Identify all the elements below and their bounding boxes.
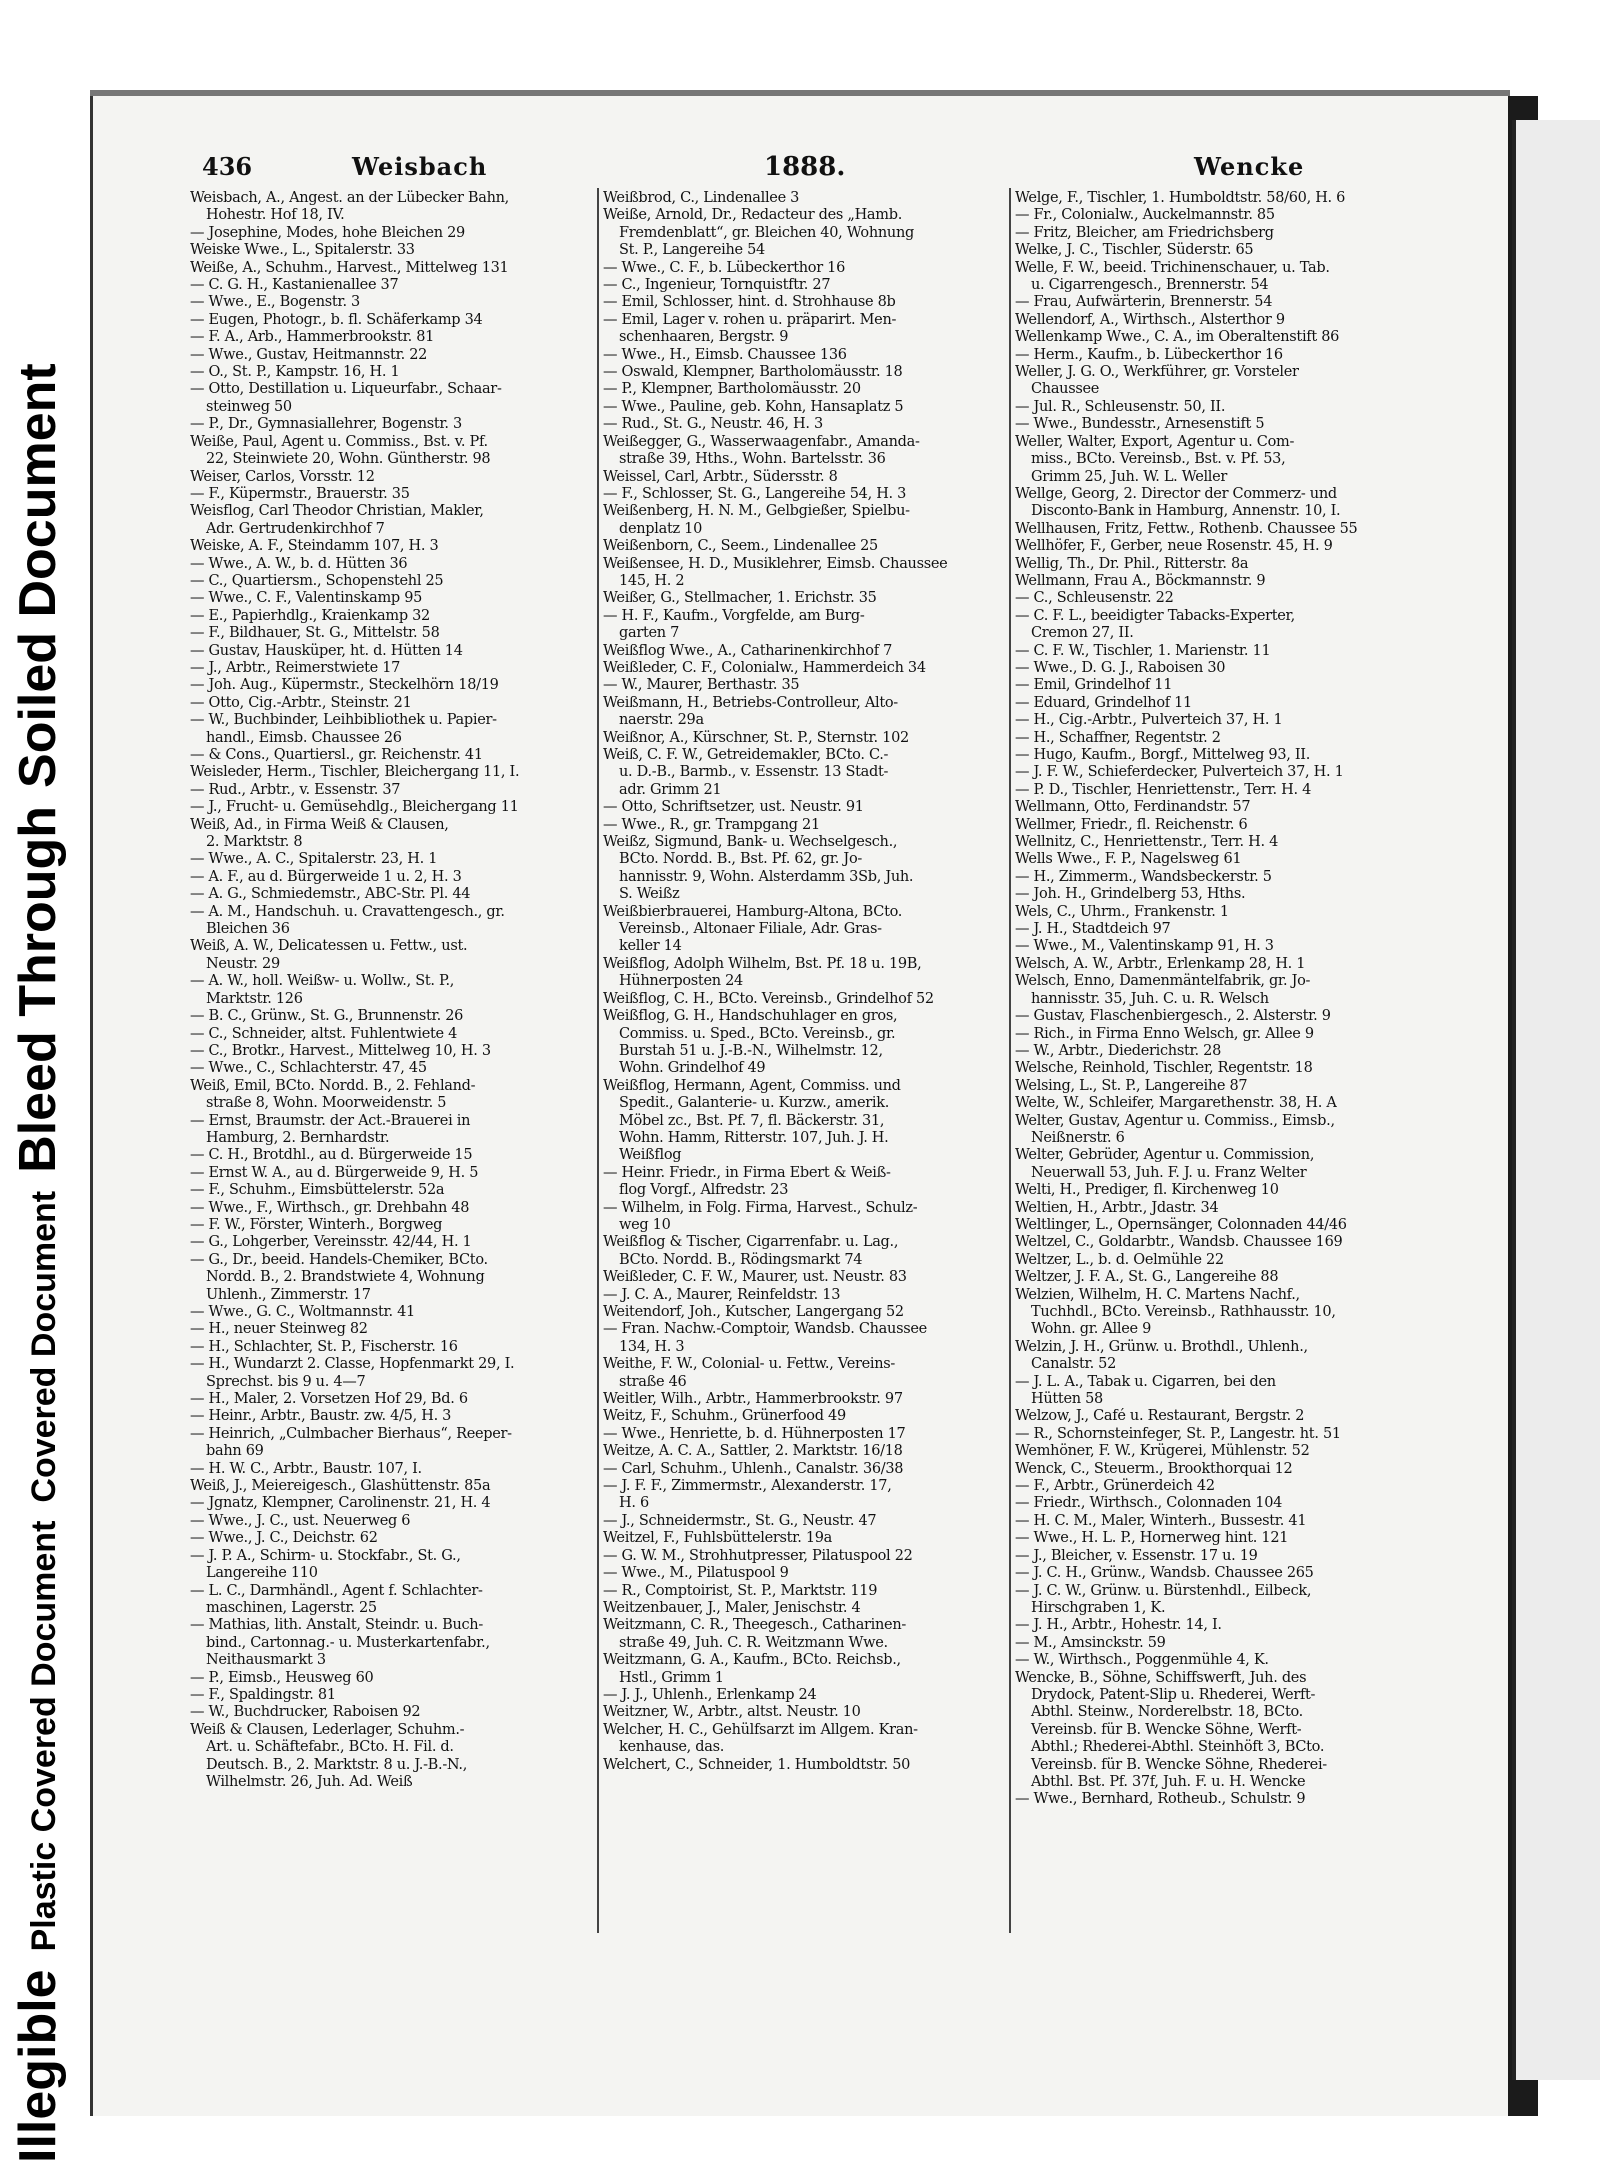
directory-entry-line: — Otto, Destillation u. Liqueurfabr., Schaar- xyxy=(190,381,502,398)
directory-entry-line: — Wwe., C., Schlachterstr. 47, 45 xyxy=(190,1060,427,1077)
directory-entry-line: Welcher, H. C., Gehülfsarzt im Allgem. Kran- xyxy=(603,1721,918,1738)
directory-entry-line: — Wwe., H., Eimsb. Chaussee 136 xyxy=(603,346,847,363)
directory-entry-line: Cremon 27, II. xyxy=(1031,625,1134,642)
directory-entry-line: — C. G. H., Kastanienallee 37 xyxy=(190,277,399,294)
directory-entry-line: 22, Steinwiete 20, Wohn. Güntherstr. 98 xyxy=(206,451,491,468)
directory-entry-line: — C., Ingenieur, Tornquistftr. 27 xyxy=(603,277,831,294)
directory-entry-line: — Wwe., Pauline, geb. Kohn, Hansaplatz 5 xyxy=(603,398,904,415)
directory-entry-line: — H., Wundarzt 2. Classe, Hopfenmarkt 29, I. xyxy=(190,1356,515,1373)
directory-entry-line: Welti, H., Prediger, fl. Kirchenweg 10 xyxy=(1015,1182,1279,1199)
directory-entry-line: Neißnerstr. 6 xyxy=(1031,1129,1125,1146)
directory-entry-line: — P., Eimsb., Heusweg 60 xyxy=(190,1669,374,1686)
directory-entry-line: BCto. Nordd. B., Bst. Pf. 62, gr. Jo- xyxy=(619,851,862,868)
directory-entry-line: Weltzer, J. F. A., St. G., Langereihe 88 xyxy=(1015,1269,1279,1286)
directory-entry-line: — Rud., St. G., Neustr. 46, H. 3 xyxy=(603,416,823,433)
directory-entry-line: — F., Schlosser, St. G., Langereihe 54, H. 3 xyxy=(603,485,907,502)
directory-entry-line: Uhlenh., Zimmerstr. 17 xyxy=(206,1286,371,1303)
directory-entry-line: Wellmann, Frau A., Böckmannstr. 9 xyxy=(1015,572,1266,589)
directory-entry-line: — H., Zimmerm., Wandsbeckerstr. 5 xyxy=(1015,868,1272,885)
directory-entry-line: Abthl. Bst. Pf. 37f, Juh. F. u. H. Wencke xyxy=(1031,1773,1306,1790)
stamp-soiled-document: Soiled Document xyxy=(9,363,67,788)
directory-entry-line: Drydock, Patent-Slip u. Rhederei, Werft- xyxy=(1031,1686,1316,1703)
directory-entry-line: — G., Dr., beeid. Handels-Chemiker, BCto. xyxy=(190,1251,488,1268)
directory-entry-line: Welge, F., Tischler, 1. Humboldtstr. 58/60, H. 6 xyxy=(1015,190,1346,206)
directory-entry-line: schenhaaren, Bergstr. 9 xyxy=(619,329,789,346)
directory-entry-line: — H. F., Kaufm., Vorgfelde, am Burg- xyxy=(603,607,865,624)
directory-entry-line: — Friedr., Wirthsch., Colonnaden 104 xyxy=(1015,1495,1283,1512)
directory-entry-line: — Heinrich, „Culmbacher Bierhaus“, Reeper- xyxy=(190,1425,512,1442)
directory-entry-line: 134, H. 3 xyxy=(619,1338,685,1355)
directory-entry-line: weg 10 xyxy=(619,1216,671,1233)
directory-entry-line: — Wwe., C. F., b. Lübeckerthor 16 xyxy=(603,259,845,276)
directory-entry-line: Weißbrod, C., Lindenallee 3 xyxy=(603,190,800,206)
directory-entry-line: Welte, W., Schleifer, Margarethenstr. 38, H. A xyxy=(1015,1095,1337,1112)
directory-entry-line: — Heinr. Friedr., in Firma Ebert & Weiß- xyxy=(603,1164,891,1181)
directory-entry-line: — A. G., Schmiedemstr., ABC-Str. Pl. 44 xyxy=(190,886,471,903)
directory-entry-line: Weiß, Ad., in Firma Weiß & Clausen, xyxy=(190,816,449,833)
directory-entry-line: — Mathias, lith. Anstalt, Steindr. u. Buch- xyxy=(190,1617,483,1634)
directory-entry-line: Weitzmann, G. A., Kaufm., BCto. Reichsb., xyxy=(603,1652,901,1669)
directory-entry-line: Welsche, Reinhold, Tischler, Regentstr. 18 xyxy=(1015,1060,1313,1077)
directory-entry-line: Weitzenbauer, J., Maler, Jenischstr. 4 xyxy=(603,1599,861,1616)
directory-entry-line: Weitler, Wilh., Arbtr., Hammerbrookstr. 97 xyxy=(603,1391,903,1408)
stamp-covered-document: Covered Document xyxy=(25,1190,63,1503)
directory-entry-line: — Fritz, Bleicher, am Friedrichsberg xyxy=(1015,224,1274,241)
directory-entry-line: — F. A., Arb., Hammerbrookstr. 81 xyxy=(190,329,435,346)
directory-entry-line: Wellenkamp Wwe., C. A., im Oberaltenstift 86 xyxy=(1015,329,1340,346)
directory-entry-line: — O., St. P., Kampstr. 16, H. 1 xyxy=(190,364,400,381)
directory-entry-line: Weller, J. G. O., Werkführer, gr. Vorsteler xyxy=(1015,364,1299,381)
directory-entry-line: S. Weißz xyxy=(619,886,680,903)
directory-entry-line: — W., Arbtr., Diederichstr. 28 xyxy=(1015,1042,1221,1059)
directory-entry-line: Sprechst. bis 9 u. 4—7 xyxy=(206,1373,366,1390)
directory-entry-line: Grimm 25, Juh. W. L. Weller xyxy=(1031,468,1228,485)
directory-entry-line: Wohn. Hamm, Ritterstr. 107, Juh. J. H. xyxy=(619,1129,889,1146)
directory-entry-line: Wellendorf, A., Wirthsch., Alsterthor 9 xyxy=(1015,311,1285,328)
directory-entry-line: straße 39, Hths., Wohn. Bartelsstr. 36 xyxy=(619,451,886,468)
directory-entry-line: Weiße, Arnold, Dr., Redacteur des „Hamb. xyxy=(603,207,903,224)
directory-entry-line: Weiße, Paul, Agent u. Commiss., Bst. v. Pf. xyxy=(190,433,488,450)
directory-entry-line: — C. F. L., beeidigter Tabacks-Experter, xyxy=(1015,607,1295,624)
directory-entry-line: Weitzmann, C. R., Theegesch., Catharinen- xyxy=(603,1617,906,1634)
directory-entry-line: — C. F. W., Tischler, 1. Marienstr. 11 xyxy=(1015,642,1271,659)
directory-entry-line: — J., Schneidermstr., St. G., Neustr. 47 xyxy=(603,1512,877,1529)
directory-entry-line: naerstr. 29a xyxy=(619,712,704,729)
directory-entry-line: Wohn. Grindelhof 49 xyxy=(619,1060,766,1077)
directory-entry-line: — F. W., Förster, Winterh., Borgweg xyxy=(190,1216,443,1233)
directory-entry-line: — Ernst, Braumstr. der Act.-Brauerei in xyxy=(190,1112,471,1129)
directory-entry-line: St. P., Langereihe 54 xyxy=(619,242,765,259)
directory-entry-line: flog Vorgf., Alfredstr. 23 xyxy=(619,1182,789,1199)
directory-entry-line: Vereinsb. für B. Wencke Söhne, Werft- xyxy=(1031,1721,1302,1738)
directory-entry-line: — Herm., Kaufm., b. Lübeckerthor 16 xyxy=(1015,346,1283,363)
directory-entry-line: — J. H., Stadtdeich 97 xyxy=(1015,921,1171,938)
directory-entry-line: Möbel zc., Bst. Pf. 7, fl. Bäckerstr. 31, xyxy=(619,1112,885,1129)
directory-entry-line: — P., Dr., Gymnasiallehrer, Bogenstr. 3 xyxy=(190,416,462,433)
directory-entry-line: — H. C. M., Maler, Winterh., Bussestr. 41 xyxy=(1015,1512,1307,1529)
directory-entry-line: — Oswald, Klempner, Bartholomäusstr. 18 xyxy=(603,364,903,381)
directory-entry-line: Art. u. Schäftefabr., BCto. H. Fil. d. xyxy=(206,1739,454,1756)
directory-entry-line: Weltzel, C., Goldarbtr., Wandsb. Chaussee 169 xyxy=(1015,1234,1343,1251)
directory-entry-line: — Rich., in Firma Enno Welsch, gr. Allee 9 xyxy=(1015,1025,1314,1042)
directory-entry-line: Langereihe 110 xyxy=(206,1565,318,1582)
directory-column-3 xyxy=(1015,190,1433,1809)
directory-entry-line: — Joh. Aug., Küpermstr., Steckelhörn 18/19 xyxy=(190,677,499,694)
directory-entry-line: — R., Schornsteinfeger, St. P., Langestr. ht. 51 xyxy=(1015,1425,1341,1442)
directory-entry-line: Spedit., Galanterie- u. Kurzw., amerik. xyxy=(619,1095,890,1112)
directory-entry-line: — Frau, Aufwärterin, Brennerstr. 54 xyxy=(1015,294,1273,311)
directory-entry-line: — F., Schuhm., Eimsbüttelerstr. 52a xyxy=(190,1182,445,1199)
directory-entry-line: — Otto, Schriftsetzer, ust. Neustr. 91 xyxy=(603,799,864,816)
directory-entry-line: — C., Quartiersm., Schopenstehl 25 xyxy=(190,572,444,589)
directory-entry-line: — Wwe., M., Valentinskamp 91, H. 3 xyxy=(1015,938,1274,955)
directory-entry-line: straße 49, Juh. C. R. Weitzmann Wwe. xyxy=(619,1634,888,1651)
directory-entry-line: — G. W. M., Strohhutpresser, Pilatuspool 22 xyxy=(603,1547,913,1564)
directory-entry-line: 2. Marktstr. 8 xyxy=(206,834,303,851)
directory-entry-line: — W., Wirthsch., Poggenmühle 4, K. xyxy=(1015,1652,1269,1669)
directory-entry-line: Weißmann, H., Betriebs-Controlleur, Alto- xyxy=(603,694,898,711)
adjacent-page-edge xyxy=(1512,120,1600,2080)
directory-entry-line: Disconto-Bank in Hamburg, Annenstr. 10, I. xyxy=(1031,503,1341,520)
directory-entry-line: — Wwe., A. W., b. d. Hütten 36 xyxy=(190,555,408,572)
directory-entry-line: — Wwe., M., Pilatuspool 9 xyxy=(603,1565,789,1582)
directory-entry-line: Weller, Walter, Export, Agentur u. Com- xyxy=(1015,433,1295,450)
directory-entry-line: — Josephine, Modes, hohe Bleichen 29 xyxy=(190,224,465,241)
directory-entry-line: — C. H., Brotdhl., au d. Bürgerweide 15 xyxy=(190,1147,473,1164)
directory-entry-line: Weitzel, F., Fuhlsbüttelerstr. 19a xyxy=(603,1530,833,1547)
directory-entry-line: Weißleder, C. F. W., Maurer, ust. Neustr. 83 xyxy=(603,1269,907,1286)
directory-entry-line: Welke, J. C., Tischler, Süderstr. 65 xyxy=(1015,242,1254,259)
directory-entry-line: Wenck, C., Steuerm., Brookthorquai 12 xyxy=(1015,1460,1293,1477)
directory-entry-line: Weitzner, W., Arbtr., altst. Neustr. 10 xyxy=(603,1704,861,1721)
directory-entry-line: BCto. Nordd. B., Rödingsmarkt 74 xyxy=(619,1251,863,1268)
directory-entry-line: Neithausmarkt 3 xyxy=(206,1652,326,1669)
directory-entry-line: handl., Eimsb. Chaussee 26 xyxy=(206,729,402,746)
directory-entry-line: — Carl, Schuhm., Uhlenh., Canalstr. 36/38 xyxy=(603,1460,904,1477)
directory-entry-line: — A. M., Handschuh. u. Cravattengesch., gr. xyxy=(190,903,505,920)
directory-entry-line: Vereinsb. für B. Wencke Söhne, Rhederei- xyxy=(1031,1756,1327,1773)
directory-entry-line: Bleichen 36 xyxy=(206,921,290,938)
directory-entry-line: Vereinsb., Altonaer Filiale, Adr. Gras- xyxy=(619,921,882,938)
directory-entry-line: — Wwe., Bundesstr., Arnesenstift 5 xyxy=(1015,416,1265,433)
directory-entry-line: Weißflog, C. H., BCto. Vereinsb., Grindelhof 52 xyxy=(603,990,934,1007)
directory-entry-line: — Eduard, Grindelhof 11 xyxy=(1015,694,1192,711)
directory-entry-line: Weiß & Clausen, Lederlager, Schuhm.- xyxy=(190,1721,465,1738)
directory-entry-line: Weißensee, H. D., Musiklehrer, Eimsb. Chaussee xyxy=(603,555,948,572)
directory-entry-line: Welle, F. W., beeid. Trichinenschauer, u. Tab. xyxy=(1015,259,1330,276)
directory-entry-line: — Wwe., J. C., Deichstr. 62 xyxy=(190,1530,378,1547)
directory-column-1 xyxy=(190,190,608,1791)
directory-entry-line: Weißflog & Tischer, Cigarrenfabr. u. Lag., xyxy=(603,1234,899,1251)
directory-entry-line: Welchert, C., Schneider, 1. Humboldtstr. 50 xyxy=(603,1756,911,1773)
directory-entry-line: — A. F., au d. Bürgerweide 1 u. 2, H. 3 xyxy=(190,868,462,885)
directory-entry-line: — Emil, Grindelhof 11 xyxy=(1015,677,1173,694)
directory-entry-line: straße 8, Wohn. Moorweidenstr. 5 xyxy=(206,1095,447,1112)
directory-entry-line: Weißflog, G. H., Handschuhlager en gros, xyxy=(603,1008,898,1025)
directory-entry-line: — W., Buchbinder, Leihbibliothek u. Papier- xyxy=(190,712,497,729)
directory-entry-line: — Otto, Cig.-Arbtr., Steinstr. 21 xyxy=(190,694,412,711)
directory-entry-line: Welzow, J., Café u. Restaurant, Bergstr. 2 xyxy=(1015,1408,1305,1425)
directory-entry-line: Welsch, A. W., Arbtr., Erlenkamp 28, H. 1 xyxy=(1015,955,1306,972)
directory-entry-line: — Emil, Schlosser, hint. d. Strohhause 8b xyxy=(603,294,896,311)
directory-entry-line: Wilhelmstr. 26, Juh. Ad. Weiß xyxy=(206,1773,413,1790)
directory-entry-line: Weissel, Carl, Arbtr., Südersstr. 8 xyxy=(603,468,838,485)
directory-entry-line: Wemhöner, F. W., Krügerei, Mühlenstr. 52 xyxy=(1015,1443,1310,1460)
directory-entry-line: — E., Papierhdlg., Kraienkamp 32 xyxy=(190,607,430,624)
directory-entry-line: adr. Grimm 21 xyxy=(619,781,722,798)
directory-entry-line: maschinen, Lagerstr. 25 xyxy=(206,1599,377,1616)
directory-entry-line: — J. L. A., Tabak u. Cigarren, bei den xyxy=(1015,1373,1276,1390)
directory-entry-line: — J. C. H., Grünw., Wandsb. Chaussee 265 xyxy=(1015,1565,1314,1582)
directory-entry-line: — G., Lohgerber, Vereinsstr. 42/44, H. 1 xyxy=(190,1234,472,1251)
directory-entry-line: Wohn. gr. Allee 9 xyxy=(1031,1321,1152,1338)
directory-entry-line: Hstl., Grimm 1 xyxy=(619,1669,724,1686)
directory-entry-line: — P. D., Tischler, Henriettenstr., Terr. H. 4 xyxy=(1015,781,1311,798)
directory-entry-line: — Wwe., A. C., Spitalerstr. 23, H. 1 xyxy=(190,851,438,868)
directory-entry-line: Weißer, G., Stellmacher, 1. Erichstr. 35 xyxy=(603,590,877,607)
directory-entry-line: Weißegger, G., Wasserwaagenfabr., Amanda- xyxy=(603,433,920,450)
directory-entry-line: Tuchhdl., BCto. Vereinsb., Rathhausstr. 10, xyxy=(1031,1304,1336,1320)
directory-entry-line: Weiske, A. F., Steindamm 107, H. 3 xyxy=(190,538,439,555)
directory-entry-line: u. D.-B., Barmb., v. Essenstr. 13 Stadt- xyxy=(619,764,889,781)
directory-entry-line: Wellig, Th., Dr. Phil., Ritterstr. 8a xyxy=(1015,555,1249,572)
directory-entry-line: garten 7 xyxy=(619,625,680,642)
directory-entry-line: — J. P. A., Schirm- u. Stockfabr., St. G., xyxy=(190,1547,461,1564)
directory-entry-line: Wellmer, Friedr., fl. Reichenstr. 6 xyxy=(1015,816,1248,833)
directory-entry-line: Welter, Gebrüder, Agentur u. Commission, xyxy=(1015,1147,1315,1164)
directory-entry-line: Burstah 51 u. J.-B.-N., Wilhelmstr. 12, xyxy=(619,1042,883,1059)
directory-entry-line: Wellge, Georg, 2. Director der Commerz- und xyxy=(1015,485,1337,502)
right-running-title: Wencke xyxy=(1194,152,1305,181)
directory-entry-line: — H., Schaffner, Regentstr. 2 xyxy=(1015,729,1221,746)
stamp-bleed-through: Bleed Through xyxy=(9,805,67,1173)
stamp-plastic-covered: Plastic Covered Document xyxy=(25,1520,63,1952)
directory-entry-line: — H., Schlachter, St. P., Fischerstr. 16 xyxy=(190,1338,458,1355)
directory-entry-line: hannisstr. 9, Wohn. Alsterdamm 3Sb, Juh. xyxy=(619,868,914,885)
page-number: 436 xyxy=(202,152,253,181)
directory-entry-line: Weißnor, A., Kürschner, St. P., Sternstr. 102 xyxy=(603,729,909,746)
directory-entry-line: Weißflog Wwe., A., Catharinenkirchhof 7 xyxy=(603,642,893,659)
directory-entry-line: — Rud., Arbtr., v. Essenstr. 37 xyxy=(190,781,401,798)
directory-entry-line: Weiß, C. F. W., Getreidemakler, BCto. C.- xyxy=(603,747,889,763)
directory-entry-line: Weißflog, Hermann, Agent, Commiss. und xyxy=(603,1077,901,1094)
directory-entry-line: Weißenborn, C., Seem., Lindenallee 25 xyxy=(603,538,878,555)
directory-entry-line: — C., Schleusenstr. 22 xyxy=(1015,590,1174,607)
directory-entry-line: Hühnerposten 24 xyxy=(619,973,743,990)
directory-entry-line: Wencke, B., Söhne, Schiffswerft, Juh. des xyxy=(1015,1669,1307,1686)
directory-entry-line: — Fran. Nachw.-Comptoir, Wandsb. Chaussee xyxy=(603,1321,927,1338)
directory-entry-line: — Wwe., Bernhard, Rotheub., Schulstr. 9 xyxy=(1015,1791,1306,1808)
directory-entry-line: Weitz, F., Schuhm., Grünerfood 49 xyxy=(603,1408,846,1425)
directory-entry-line: — M., Amsinckstr. 59 xyxy=(1015,1634,1166,1651)
directory-entry-line: Weiß, J., Meiereigesch., Glashüttenstr. 85a xyxy=(190,1478,491,1495)
directory-entry-line: Weitze, A. C. A., Sattler, 2. Marktstr. 16/18 xyxy=(603,1443,903,1460)
directory-entry-line: — Ernst W. A., au d. Bürgerweide 9, H. 5 xyxy=(190,1164,479,1181)
directory-entry-line: — F., Arbtr., Grünerdeich 42 xyxy=(1015,1478,1215,1495)
directory-entry-line: — W., Buchdrucker, Raboisen 92 xyxy=(190,1704,421,1721)
directory-entry-line: Weiß, Emil, BCto. Nordd. B., 2. Fehland- xyxy=(190,1077,476,1094)
directory-entry-line: Nordd. B., 2. Brandstwiete 4, Wohnung xyxy=(206,1269,485,1286)
directory-entry-line: — Wwe., J. C., ust. Neuerweg 6 xyxy=(190,1512,411,1529)
directory-entry-line: Weißenberg, H. N. M., Gelbgießer, Spielbu- xyxy=(603,503,910,520)
directory-entry-line: — Fr., Colonialw., Auckelmannstr. 85 xyxy=(1015,207,1275,224)
left-running-title: Weisbach xyxy=(352,152,488,181)
directory-entry-line: Weltlinger, L., Opernsänger, Colonnaden 44/46 xyxy=(1015,1216,1347,1233)
directory-entry-line: — J. J., Uhlenh., Erlenkamp 24 xyxy=(603,1686,817,1703)
directory-entry-line: Canalstr. 52 xyxy=(1031,1356,1117,1373)
directory-entry-line: — H., Cig.-Arbtr., Pulverteich 37, H. 1 xyxy=(1015,712,1283,729)
directory-entry-line: — Wwe., C. F., Valentinskamp 95 xyxy=(190,590,423,607)
header-year: 1888. xyxy=(764,152,846,182)
directory-entry-line: — L. C., Darmhändl., Agent f. Schlachter- xyxy=(190,1582,483,1599)
directory-entry-line: Weißflog xyxy=(619,1147,682,1164)
directory-entry-line: — F., Küpermstr., Brauerstr. 35 xyxy=(190,485,410,502)
page-header xyxy=(112,152,1472,192)
directory-entry-line: Weltzer, L., b. d. Oelmühle 22 xyxy=(1015,1251,1224,1268)
directory-entry-line: — F., Bildhauer, St. G., Mittelstr. 58 xyxy=(190,625,440,642)
directory-entry-line: — F., Spaldingstr. 81 xyxy=(190,1686,336,1703)
directory-entry-line: Hohestr. Hof 18, IV. xyxy=(206,207,345,224)
directory-entry-line: — Wilhelm, in Folg. Firma, Harvest., Schulz- xyxy=(603,1199,918,1216)
directory-entry-line: — A. W., holl. Weißw- u. Wollw., St. P., xyxy=(190,973,455,990)
directory-entry-line: Welsch, Enno, Damenmäntelfabrik, gr. Jo- xyxy=(1015,973,1311,990)
directory-entry-line: — Gustav, Hausküper, ht. d. Hütten 14 xyxy=(190,642,463,659)
directory-entry-line: Weiß, A. W., Delicatessen u. Fettw., ust. xyxy=(190,938,468,955)
directory-entry-line: Commiss. u. Sped., BCto. Vereinsb., gr. xyxy=(619,1025,896,1042)
directory-entry-line: — H., Maler, 2. Vorsetzen Hof 29, Bd. 6 xyxy=(190,1391,468,1408)
directory-entry-line: — Wwe., F., Wirthsch., gr. Drehbahn 48 xyxy=(190,1199,470,1216)
directory-entry-line: — Wwe., G. C., Woltmannstr. 41 xyxy=(190,1304,415,1320)
directory-entry-line: keller 14 xyxy=(619,938,682,955)
directory-entry-line: Weißflog, Adolph Wilhelm, Bst. Pf. 18 u. 19B, xyxy=(603,955,922,972)
directory-entry-line: Welzien, Wilhelm, H. C. Martens Nachf., xyxy=(1015,1286,1300,1303)
directory-entry-line: — Wwe., Henriette, b. d. Hühnerposten 17 xyxy=(603,1425,906,1442)
directory-entry-line: bahn 69 xyxy=(206,1443,264,1460)
directory-entry-line: miss., BCto. Vereinsb., Bst. v. Pf. 53, xyxy=(1031,451,1286,468)
directory-entry-line: hannisstr. 35, Juh. C. u. R. Welsch xyxy=(1031,990,1269,1007)
directory-entry-line: Adr. Gertrudenkirchhof 7 xyxy=(206,520,385,537)
directory-entry-line: — Jgnatz, Klempner, Carolinenstr. 21, H. 4 xyxy=(190,1495,491,1512)
directory-entry-line: Marktstr. 126 xyxy=(206,990,303,1007)
directory-entry-line: — H., neuer Steinweg 82 xyxy=(190,1321,368,1338)
directory-entry-line: — J. F. W., Schieferdecker, Pulverteich 37, H. 1 xyxy=(1015,764,1344,781)
directory-entry-line: Fremdenblatt“, gr. Bleichen 40, Wohnung xyxy=(619,224,914,241)
directory-entry-line: — Wwe., D. G. J., Raboisen 30 xyxy=(1015,659,1226,676)
directory-entry-line: straße 46 xyxy=(619,1373,687,1390)
directory-entry-line: — C., Brotkr., Harvest., Mittelweg 10, H. 3 xyxy=(190,1042,491,1059)
directory-entry-line: Weiske Wwe., L., Spitalerstr. 33 xyxy=(190,242,415,259)
directory-entry-line: — Emil, Lager v. rohen u. präparirt. Men- xyxy=(603,311,897,328)
directory-entry-line: — Heinr., Arbtr., Baustr. zw. 4/5, H. 3 xyxy=(190,1408,452,1425)
directory-entry-line: Weltien, H., Arbtr., Jdastr. 34 xyxy=(1015,1199,1219,1216)
directory-entry-line: — Wwe., Gustav, Heitmannstr. 22 xyxy=(190,346,428,363)
directory-entry-line: — W., Maurer, Berthastr. 35 xyxy=(603,677,800,694)
directory-entry-line: Weiser, Carlos, Vorsstr. 12 xyxy=(190,468,375,485)
side-stamp-label xyxy=(0,0,78,2177)
directory-entry-line: — & Cons., Quartiersl., gr. Reichenstr. 41 xyxy=(190,747,483,763)
directory-entry-line: Wellhausen, Fritz, Fettw., Rothenb. Chaussee 55 xyxy=(1015,520,1358,537)
directory-entry-line: — J., Bleicher, v. Essenstr. 17 u. 19 xyxy=(1015,1547,1258,1564)
directory-entry-line: Chaussee xyxy=(1031,381,1100,398)
directory-entry-line: Wellhöfer, F., Gerber, neue Rosenstr. 45, H. 9 xyxy=(1015,538,1333,555)
directory-entry-line: — J. C. A., Maurer, Reinfeldstr. 13 xyxy=(603,1286,841,1303)
directory-entry-line: — Wwe., E., Bogenstr. 3 xyxy=(190,294,360,311)
directory-entry-line: Wels, C., Uhrm., Frankenstr. 1 xyxy=(1015,903,1229,920)
directory-entry-line: Wellmann, Otto, Ferdinandstr. 57 xyxy=(1015,799,1251,816)
directory-entry-line: — J. H., Arbtr., Hohestr. 14, I. xyxy=(1015,1617,1222,1634)
directory-entry-line: bind., Cartonnag.- u. Musterkartenfabr., xyxy=(206,1634,490,1651)
directory-entry-line: Deutsch. B., 2. Marktstr. 8 u. J.-B.-N., xyxy=(206,1756,468,1773)
directory-entry-line: 145, H. 2 xyxy=(619,572,685,589)
directory-entry-line: Welter, Gustav, Agentur u. Commiss., Eimsb., xyxy=(1015,1112,1335,1129)
directory-entry-line: — B. C., Grünw., St. G., Brunnenstr. 26 xyxy=(190,1008,464,1025)
directory-entry-line: denplatz 10 xyxy=(619,520,702,537)
directory-entry-line: Hütten 58 xyxy=(1031,1391,1103,1408)
directory-entry-line: Weisflog, Carl Theodor Christian, Makler, xyxy=(190,503,484,520)
directory-entry-line: — C., Schneider, altst. Fuhlentwiete 4 xyxy=(190,1025,458,1042)
directory-entry-line: Weißz, Sigmund, Bank- u. Wechselgesch., xyxy=(603,834,898,851)
directory-entry-line: — Eugen, Photogr., b. fl. Schäferkamp 34 xyxy=(190,311,483,328)
directory-entry-line: Weißleder, C. F., Colonialw., Hammerdeich 34 xyxy=(603,659,926,676)
directory-entry-line: Welsing, L., St. P., Langereihe 87 xyxy=(1015,1077,1248,1094)
directory-entry-line: kenhause, das. xyxy=(619,1739,725,1756)
directory-entry-line: — J. F. F., Zimmermstr., Alexanderstr. 17, xyxy=(603,1478,892,1495)
directory-entry-line: — J. C. W., Grünw. u. Bürstenhdl., Eilbeck, xyxy=(1015,1582,1312,1599)
directory-entry-line: Welzin, J. H., Grünw. u. Brothdl., Uhlenh., xyxy=(1015,1338,1308,1355)
directory-entry-line: Hamburg, 2. Bernhardstr. xyxy=(206,1129,390,1146)
directory-entry-line: — Gustav, Flaschenbiergesch., 2. Alsterstr. 9 xyxy=(1015,1008,1331,1025)
directory-entry-line: Weißbierbrauerei, Hamburg-Altona, BCto. xyxy=(603,903,903,920)
directory-entry-line: Abthl.; Rhederei-Abthl. Steinhöft 3, BCto. xyxy=(1031,1739,1325,1756)
directory-entry-line: Weithe, F. W., Colonial- u. Fettw., Vereins- xyxy=(603,1356,896,1373)
directory-entry-line: — Hugo, Kaufm., Borgf., Mittelweg 93, II. xyxy=(1015,747,1311,763)
directory-entry-line: — J., Arbtr., Reimerstwiete 17 xyxy=(190,659,401,676)
directory-entry-line: — Jul. R., Schleusenstr. 50, II. xyxy=(1015,398,1226,415)
directory-entry-line: Weisleder, Herm., Tischler, Bleichergang 11, I. xyxy=(190,764,520,781)
directory-entry-line: — J., Frucht- u. Gemüsehdlg., Bleichergang 11 xyxy=(190,799,519,816)
directory-entry-line: Neustr. 29 xyxy=(206,955,280,972)
directory-entry-line: steinweg 50 xyxy=(206,398,292,415)
directory-entry-line: — P., Klempner, Bartholomäusstr. 20 xyxy=(603,381,861,398)
directory-entry-line: Weitendorf, Joh., Kutscher, Langergang 52 xyxy=(603,1304,904,1320)
directory-entry-line: H. 6 xyxy=(619,1495,649,1512)
directory-entry-line: — R., Comptoirist, St. P., Marktstr. 119 xyxy=(603,1582,878,1599)
directory-entry-line: — Joh. H., Grindelberg 53, Hths. xyxy=(1015,886,1246,903)
directory-entry-line: Wells Wwe., F. P., Nagelsweg 61 xyxy=(1015,851,1242,868)
directory-entry-line: Weisbach, A., Angest. an der Lübecker Bahn, xyxy=(190,190,509,206)
directory-column-2 xyxy=(603,190,1021,1774)
directory-entry-line: Abthl. Steinw., Norderelbstr. 18, BCto. xyxy=(1031,1704,1303,1721)
directory-entry-line: — Wwe., R., gr. Trampgang 21 xyxy=(603,816,820,833)
directory-entry-line: — Wwe., H. L. P., Hornerweg hint. 121 xyxy=(1015,1530,1289,1547)
stamp-illegible: Illegible xyxy=(9,1969,67,2163)
directory-entry-line: Wellnitz, C., Henriettenstr., Terr. H. 4 xyxy=(1015,834,1279,851)
directory-entry-line: Neuerwall 53, Juh. F. J. u. Franz Welter xyxy=(1031,1164,1307,1181)
directory-entry-line: — H. W. C., Arbtr., Baustr. 107, I. xyxy=(190,1460,422,1477)
directory-entry-line: Hirschgraben 1, K. xyxy=(1031,1599,1166,1616)
directory-entry-line: Weiße, A., Schuhm., Harvest., Mittelweg 131 xyxy=(190,259,509,276)
directory-entry-line: u. Cigarrengesch., Brennerstr. 54 xyxy=(1031,277,1269,294)
